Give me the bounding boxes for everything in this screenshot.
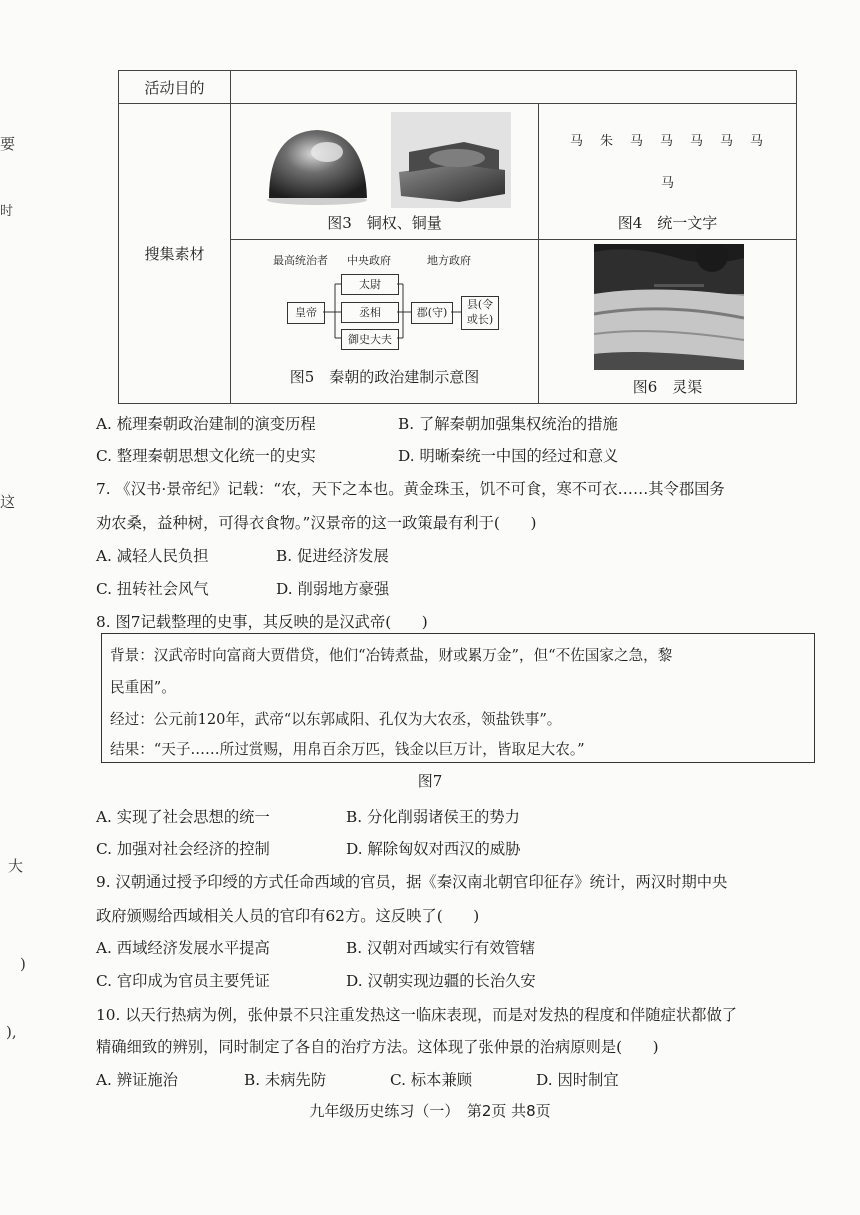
- q9-option-b[interactable]: B. 汉朝对西域实行有效管辖: [346, 939, 536, 957]
- q7-option-b[interactable]: B. 促进经济发展: [276, 547, 389, 565]
- page-footer: 九年级历史练习（一） 第2页 共8页: [309, 1102, 551, 1120]
- q6-option-c[interactable]: C. 整理秦朝思想文化统一的史实: [96, 447, 316, 465]
- margin-fragment: ): [20, 955, 26, 973]
- q6-option-a[interactable]: A. 梳理秦朝政治建制的演变历程: [96, 415, 316, 433]
- figure-3-caption: 图3 铜权、铜量: [327, 214, 442, 232]
- figure-7-background-cont: 民重困”。: [110, 679, 176, 696]
- figure-5-caption: 图5 秦朝的政治建制示意图: [289, 368, 480, 386]
- q10-option-b[interactable]: B. 未病先防: [244, 1071, 327, 1089]
- q7-option-c[interactable]: C. 扭转社会风气: [96, 580, 209, 598]
- margin-fragment: 要: [0, 135, 16, 153]
- q8-option-c[interactable]: C. 加强对社会经济的控制: [96, 840, 270, 858]
- figure-7-result: 结果：“天子……所过赏赐，用帛百余万匹，钱金以巨万计，皆取足大农。”: [110, 741, 585, 758]
- figure-7-textbox: [101, 633, 815, 763]
- q6-option-d[interactable]: D. 明晰秦统一中国的经过和意义: [398, 447, 619, 465]
- seal-script-glyph: 马: [660, 176, 674, 191]
- q8-option-d[interactable]: D. 解除匈奴对西汉的威胁: [346, 840, 521, 858]
- margin-fragment: 大: [8, 857, 24, 875]
- diagram-header: 地方政府: [427, 254, 471, 267]
- q7-option-a[interactable]: A. 减轻人民负担: [96, 547, 209, 565]
- figure-3-image: [259, 112, 511, 208]
- q8-stem: 8. 图7记载整理的史事，其反映的是汉武帝( ): [96, 613, 428, 631]
- figure-6-cell: [539, 240, 797, 404]
- margin-fragment: ),: [6, 1023, 17, 1041]
- activity-table: [118, 70, 797, 404]
- q9-option-a[interactable]: A. 西域经济发展水平提高: [96, 939, 270, 957]
- q10-option-c[interactable]: C. 标本兼顾: [390, 1071, 473, 1089]
- diagram-commandery: 郡(守): [411, 302, 453, 324]
- q8-option-a[interactable]: A. 实现了社会思想的统一: [96, 808, 270, 826]
- diagram-central-office: 御史大夫: [341, 329, 399, 350]
- figure-4-caption: 图4 统一文字: [617, 214, 718, 232]
- margin-fragment: 这: [0, 493, 16, 511]
- figure-6-caption: 图6 灵渠: [632, 378, 703, 396]
- q10-stem-line1: 10. 以天行热病为例，张仲景不只注重发热这一临床表现，而是对发热的程度和伴随症状都做了: [96, 1006, 738, 1024]
- diagram-county-line: 或长): [466, 313, 494, 326]
- q7-option-d[interactable]: D. 削弱地方豪强: [276, 580, 390, 598]
- diagram-central-office: 太尉: [341, 274, 399, 295]
- figure-7-label: 图7: [417, 772, 443, 790]
- q8-option-b[interactable]: B. 分化削弱诸侯王的势力: [346, 808, 520, 826]
- figure-7-background: 背景：汉武帝时向富商大贾借贷，他们“冶铸煮盐，财或累万金”，但“不佐国家之急，黎: [110, 647, 673, 664]
- figure-7-process: 经过：公元前120年，武帝“以东郭咸阳、孔仅为大农丞，领盐铁事”。: [110, 711, 562, 728]
- diagram-county: [461, 296, 499, 330]
- diagram-header: 中央政府: [347, 254, 391, 267]
- q7-stem-line2: 劝农桑，益种树，可得衣食物。”汉景帝的这一政策最有利于( ): [96, 514, 537, 532]
- row-label-purpose: 活动目的: [119, 71, 231, 104]
- figure-6-image: [594, 244, 744, 370]
- q10-option-d[interactable]: D. 因时制宜: [536, 1071, 619, 1089]
- q6-option-b[interactable]: B. 了解秦朝加强集权统治的措施: [398, 415, 618, 433]
- margin-fragment: 时: [0, 204, 14, 219]
- q10-option-a[interactable]: A. 辨证施治: [96, 1071, 178, 1089]
- diagram-county-line: 县(令: [466, 298, 494, 311]
- diagram-emperor: 皇帝: [287, 302, 325, 324]
- figure-4-cell: [539, 104, 797, 240]
- q9-stem-line1: 9. 汉朝通过授予印绶的方式任命西域的官员，据《秦汉南北朝官印征存》统计，两汉时期中央: [96, 873, 728, 891]
- q9-option-d[interactable]: D. 汉朝实现边疆的长治久安: [346, 972, 536, 990]
- q7-stem-line1: 7. 《汉书·景帝纪》记载：“农，天下之本也。黄金珠玉，饥不可食，寒不可衣……其令郡国务: [96, 480, 725, 498]
- diagram-central-office: 丞相: [341, 302, 399, 323]
- purpose-cell: [231, 71, 797, 104]
- row-label-materials: 搜集素材: [119, 104, 231, 404]
- figure-5-cell: [231, 240, 539, 404]
- diagram-header: 最高统治者: [273, 254, 328, 267]
- figure-3-cell: [231, 104, 539, 240]
- q10-stem-line2: 精确细致的辨别，同时制定了各自的治疗方法。这体现了张仲景的治病原则是( ): [96, 1038, 659, 1056]
- seal-script-glyphs: 马 朱 马 马 马 马 马: [569, 134, 765, 149]
- q9-stem-line2: 政府颁赐给西域相关人员的官印有62方。这反映了( ): [96, 907, 480, 925]
- q9-option-c[interactable]: C. 官印成为官员主要凭证: [96, 972, 270, 990]
